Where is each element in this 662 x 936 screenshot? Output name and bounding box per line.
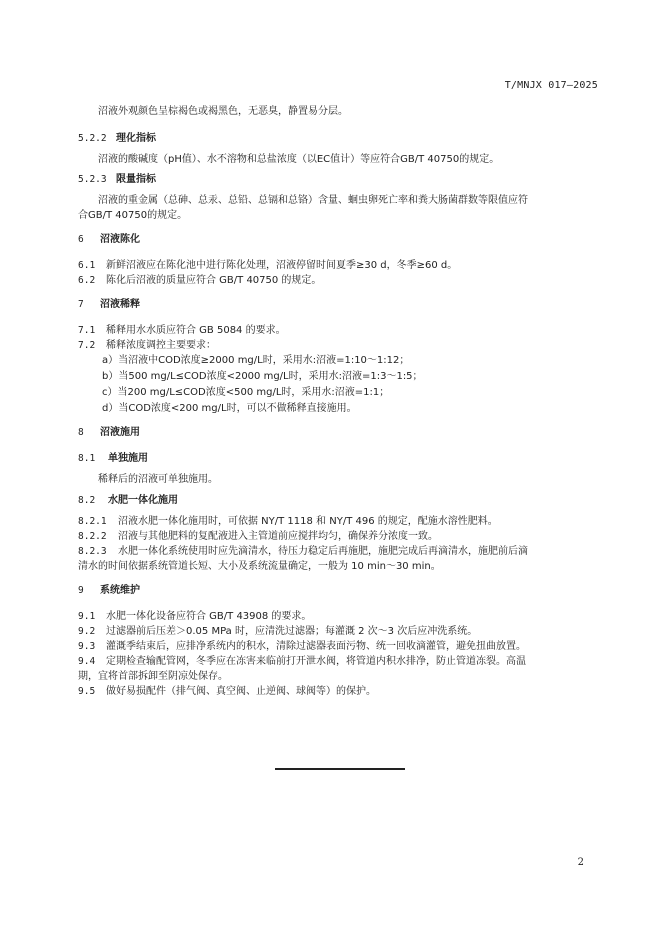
item-number: 9.2 — [78, 626, 96, 637]
item-9-5 — [78, 685, 600, 700]
heading-5-2-3 — [78, 173, 600, 194]
page-number: 2 — [577, 857, 584, 868]
paragraph-8-1: 稀释后的沼液可单独施用。 — [98, 474, 218, 485]
heading-number: 8.1 — [78, 453, 96, 464]
document-code: T/MNJX 017—2025 — [504, 80, 598, 91]
item-text: 做好易损配件（排气阀、真空阀、止逆阀、球阀等）的保护。 — [106, 686, 376, 697]
item-number: 7.2 — [78, 340, 96, 351]
item-number: 6.2 — [78, 275, 96, 286]
item-text: 沼液水肥一体化施用时，可依据 NY/T 1118 和 NY/T 496 的规定，配施水溶性肥料。 — [118, 516, 498, 527]
subitem-a: a）当沼液中COD浓度≥2000 mg/L时，采用水:沼液=1:10～1:12； — [102, 355, 410, 366]
heading-title: 沼液稀释 — [100, 299, 140, 310]
heading-title: 单独施用 — [108, 453, 148, 464]
item-9-3 — [78, 640, 600, 655]
item-number: 8.2.2 — [78, 531, 107, 542]
item-text: 水肥一体化系统使用时应先滴清水，待压力稳定后再施肥，施肥完成后再滴清水，施肥前后滴 — [118, 546, 528, 557]
subitem-c: c）当200 mg/L≤COD浓度<500 mg/L时，采用水:沼液=1:1； — [102, 387, 390, 398]
item-6-2 — [78, 274, 600, 298]
item-text: 稀释浓度调控主要要求： — [106, 340, 216, 351]
heading-8-1 — [78, 452, 600, 473]
heading-number: 5.2.2 — [78, 133, 107, 144]
item-8-2-2 — [78, 530, 600, 545]
heading-8-2 — [78, 494, 600, 515]
item-text: 稀释用水水质应符合 GB 5084 的要求。 — [106, 325, 286, 336]
item-number: 8.2.1 — [78, 516, 107, 527]
item-9-4 — [78, 655, 600, 670]
heading-number: 5.2.3 — [78, 174, 107, 185]
item-8-2-3 — [78, 545, 600, 560]
item-number: 8.2.3 — [78, 546, 107, 557]
item-text: 水肥一体化设备应符合 GB/T 43908 的要求。 — [106, 611, 312, 622]
item-number: 9.5 — [78, 686, 96, 697]
item-number: 9.4 — [78, 656, 96, 667]
paragraph-limit-line-2: 合GB/T 40750的规定。 — [78, 210, 188, 221]
end-rule — [275, 768, 405, 770]
heading-title: 系统维护 — [100, 585, 140, 596]
heading-title: 沼液施用 — [100, 427, 140, 438]
paragraph-physchem: 沼液的酸碱度（pH值）、水不溶物和总盐浓度（以EC值计）等应符合GB/T 40750的规定。 — [98, 154, 500, 165]
item-9-1 — [78, 610, 600, 625]
item-text: 过滤器前后压差＞0.05 MPa 时，应清洗过滤器；每灌溉 2 次～3 次后应冲洗系统。 — [106, 626, 478, 637]
item-number: 6.1 — [78, 260, 96, 271]
document-body — [78, 105, 600, 700]
item-9-4-continuation: 期，宜将首部拆卸至阴凉处保存。 — [78, 671, 228, 682]
subitem-d: d）当COD浓度<200 mg/L时，可以不做稀释直接施用。 — [102, 403, 357, 414]
item-7-2 — [78, 339, 600, 354]
item-number: 9.1 — [78, 611, 96, 622]
item-text: 新鲜沼液应在陈化池中进行陈化处理，沼液停留时间夏季≥30 d，冬季≥60 d。 — [106, 260, 458, 271]
item-8-2-3-continuation: 清水的时间依据系统管道长短、大小及系统流量确定，一般为 10 min～30 min。 — [78, 561, 441, 572]
item-6-1 — [78, 259, 600, 274]
paragraph-appearance: 沼液外观颜色呈棕褐色或褐黑色，无恶臭，静置易分层。 — [98, 106, 348, 117]
item-9-2 — [78, 625, 600, 640]
item-number: 9.3 — [78, 641, 96, 652]
heading-5-2-2 — [78, 132, 600, 153]
heading-number: 8 — [78, 427, 84, 438]
item-7-1 — [78, 324, 600, 339]
heading-title: 理化指标 — [116, 133, 156, 144]
heading-title: 限量指标 — [116, 174, 156, 185]
heading-number: 7 — [78, 299, 84, 310]
heading-number: 6 — [78, 234, 84, 245]
item-text: 陈化后沼液的质量应符合 GB/T 40750 的规定。 — [106, 275, 322, 286]
item-text: 定期检查输配管网，冬季应在冻害来临前打开泄水阀，将管道内积水排净，防止管道冻裂。高温 — [106, 656, 526, 667]
heading-title: 沼液陈化 — [100, 234, 140, 245]
item-text: 沼液与其他肥料的复配液进入主管道前应搅拌均匀，确保养分浓度一致。 — [118, 531, 438, 542]
heading-number: 9 — [78, 585, 84, 596]
heading-title: 水肥一体化施用 — [108, 495, 178, 506]
heading-8 — [78, 426, 600, 452]
heading-6 — [78, 233, 600, 259]
item-text: 灌溉季结束后，应排净系统内的积水，清除过滤器表面污物、统一回收滴灌管，避免扭曲放置。 — [106, 641, 526, 652]
subitem-b: b）当500 mg/L≤COD浓度<2000 mg/L时，采用水:沼液=1:3～1:5； — [102, 371, 423, 382]
paragraph-limit-line-1: 沼液的重金属（总砷、总汞、总铅、总镉和总铬）含量、蛔虫卵死亡率和粪大肠菌群数等限值应符 — [98, 195, 528, 206]
item-8-2-1 — [78, 515, 600, 530]
heading-number: 8.2 — [78, 495, 96, 506]
heading-7 — [78, 298, 600, 324]
item-number: 7.1 — [78, 325, 96, 336]
heading-9 — [78, 584, 600, 610]
